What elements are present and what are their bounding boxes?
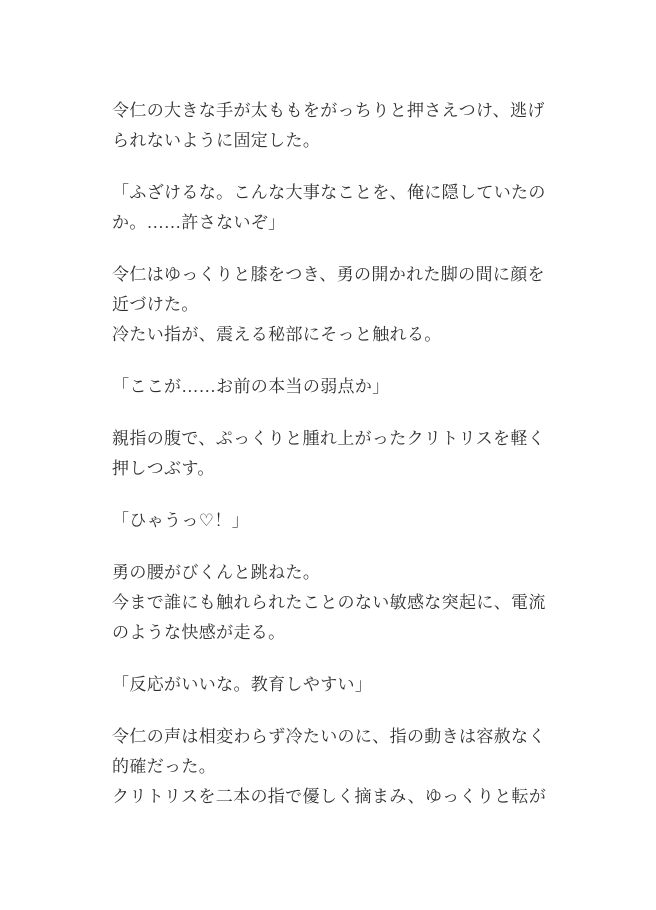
text-line: 「ここが……お前の本当の弱点か」 [112, 377, 390, 396]
paragraph [112, 260, 546, 350]
text-line: 令仁の大きな手が太ももをがっちりと押さえつけ、逃げ [112, 101, 545, 120]
text-line: 押しつぶす。 [112, 459, 215, 478]
text-line: のような快感が走る。 [112, 623, 286, 642]
paragraph [112, 558, 546, 648]
paragraph [112, 372, 546, 402]
text-line: 今まで誰にも触れられたことのない敏感な突起に、電流 [112, 593, 546, 612]
paragraph [112, 506, 546, 536]
paragraph [112, 178, 546, 238]
text-line: 親指の腹で、ぷっくりと腫れ上がったクリトリスを軽く [112, 429, 546, 448]
text-line: 的確だった。 [112, 757, 217, 776]
paragraph [112, 722, 546, 812]
text-line: 勇の腰がびくんと跳ねた。 [112, 563, 321, 582]
text-line: 「反応がいいな。教育しやすい」 [112, 675, 373, 694]
paragraph [112, 424, 546, 484]
paragraph [112, 670, 546, 700]
text-line: 令仁の声は相変わらず冷たいのに、指の動きは容赦なく [112, 727, 546, 746]
text-line: 近づけた。 [112, 295, 199, 314]
text-line: 冷たい指が、震える秘部にそっと触れる。 [112, 325, 442, 344]
text-line: 令仁はゆっくりと膝をつき、勇の開かれた脚の間に顔を [112, 265, 545, 284]
text-line: 「ふざけるな。こんな大事なことを、俺に隠していたの [112, 183, 546, 202]
text-line: クリトリスを二本の指で優しく摘まみ、ゆっくりと転が [112, 787, 547, 806]
text-line: られないように固定した。 [112, 131, 321, 150]
text-line: 「ひゃうっ♡！」 [112, 511, 250, 530]
text-line: か。……許さないぞ」 [112, 213, 286, 232]
paragraph [112, 96, 546, 156]
